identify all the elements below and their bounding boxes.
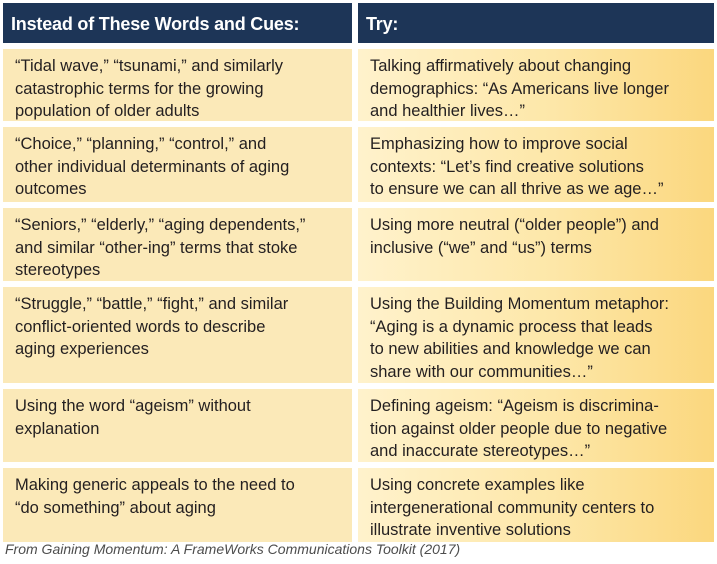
row-4-avoid: “Struggle,” “battle,” “fight,” and similar conflict-oriented words to describe aging experiences bbox=[3, 287, 352, 383]
row-1-try: Talking affirmatively about changing demographics: “As Americans live longer and healthier lives…” bbox=[358, 49, 714, 121]
row-5-avoid: Using the word “ageism” without explanation bbox=[3, 389, 352, 462]
row-6-avoid: Making generic appeals to the need to “do something” about aging bbox=[3, 468, 352, 542]
row-4-try: Using the Building Momentum metaphor: “Aging is a dynamic process that leads to new abilities and knowledge we can share with our communities…” bbox=[358, 287, 714, 383]
row-2-try: Emphasizing how to improve social contexts: “Let’s find creative solutions to ensure we can all thrive as we age…” bbox=[358, 127, 714, 202]
header-left: Instead of These Words and Cues: bbox=[3, 3, 352, 43]
row-3-avoid: “Seniors,” “elderly,” “aging dependents,” and similar “other-ing” terms that stoke stereotypes bbox=[3, 208, 352, 281]
row-6-try: Using concrete examples like intergenerational community centers to illustrate inventive solutions bbox=[358, 468, 714, 542]
row-3-try: Using more neutral (“older people”) and inclusive (“we” and “us”) terms bbox=[358, 208, 714, 281]
row-5-try: Defining ageism: “Ageism is discrimina- tion against older people due to negative and inaccurate stereotypes…” bbox=[358, 389, 714, 462]
row-2-avoid: “Choice,” “planning,” “control,” and other individual determinants of aging outcomes bbox=[3, 127, 352, 202]
comparison-table bbox=[3, 3, 714, 548]
row-1-avoid: “Tidal wave,” “tsunami,” and similarly catastrophic terms for the growing population of older adults bbox=[3, 49, 352, 121]
source-caption: From Gaining Momentum: A FrameWorks Communications Toolkit (2017) bbox=[5, 541, 461, 557]
header-right: Try: bbox=[358, 3, 714, 43]
